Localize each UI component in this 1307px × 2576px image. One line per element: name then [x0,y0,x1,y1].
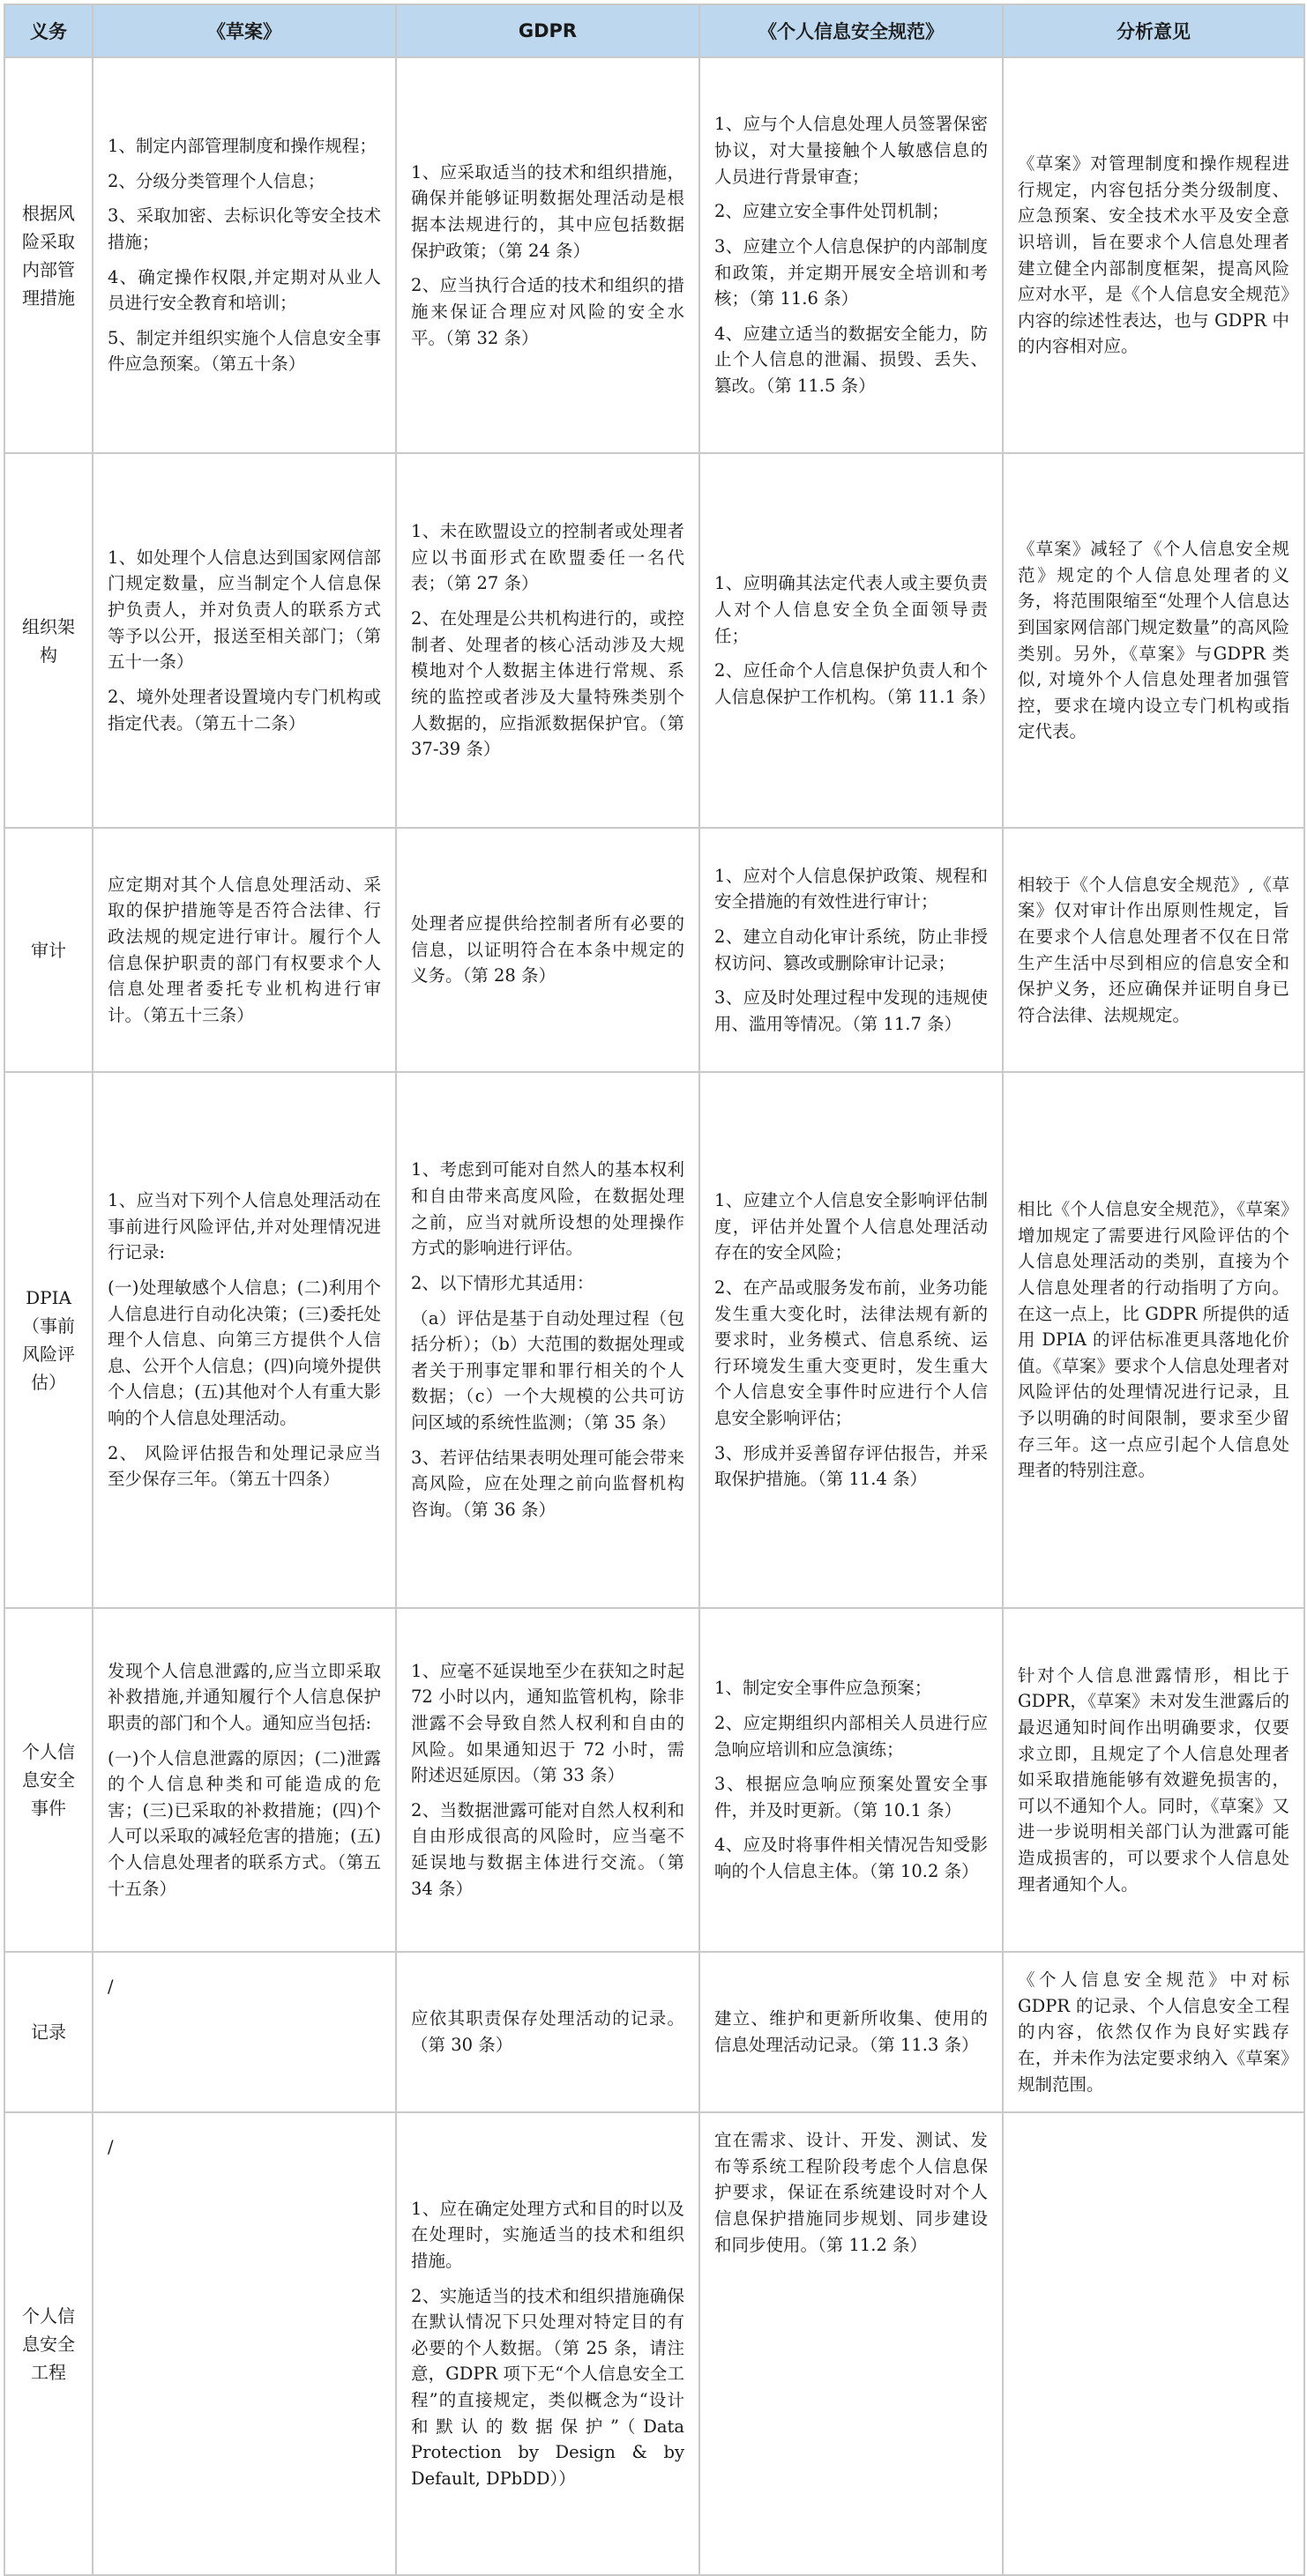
spec-paragraph: 宜在需求、设计、开发、测试、发布等系统工程阶段考虑个人信息保护要求，保证在系统建设时对个人信息保护措施同步规划、同步建设和同步使用。（第 11.2 条） [714,2130,988,2255]
gdpr-paragraph: 1、应在确定处理方式和目的时以及在处理时，实施适当的技术和组织措施。 [411,2198,684,2271]
gdpr-paragraph: 2、以下情形尤其适用： [411,1272,594,1293]
spec-cell [699,828,1003,1072]
obligation-cell [4,1952,93,2112]
gdpr-paragraph: （a）评估是基于自动处理过程（包括分析）；（b）大范围的数据处理或者关于刑事定罪和罪行相关的个人数据；（c）一个大规模的公共可访问区域的系统性监测；（第 35 条） [411,1307,684,1433]
draft-paragraph: 2、境外处理者设置境内专门机构或指定代表。（第五十二条） [108,686,381,733]
draft-cell [93,1608,396,1952]
analysis-paragraph: 针对个人信息泄露情形，相比于GDPR，《草案》未对发生泄露后的最迟通知时间作出明确要求，仅要求立即，且规定了个人信息处理者如采取措施能够有效避免损害的，可以不通知个人。同时，《草案》又进一步说明相关部门认为泄露可能造成损害的，可以要求个人信息处理者通知个人。 [1018,1664,1289,1895]
analysis-cell [1003,2112,1304,2575]
obligation-line: 内部管 [22,258,75,280]
draft-cell [93,1072,396,1608]
obligation-line: 审计 [31,939,66,961]
gdpr-paragraph: 2、应当执行合适的技术和组织的措施来保证合理应对风险的安全水平。（第 32 条） [411,275,684,348]
gdpr-paragraph: 3、若评估结果表明处理可能会带来高风险，应在处理之前向监督机构咨询。（第 36 条） [411,1447,684,1520]
obligation-line: 风险评 [22,1344,75,1365]
analysis-cell [1003,1952,1304,2112]
obligation-line: 估） [31,1372,66,1393]
table-row [4,57,1304,453]
spec-paragraph: 4、应建立适当的数据安全能力，防止个人信息的泄漏、损毁、丢失、篡改。（第 11.5 条） [714,323,988,396]
analysis-cell [1003,57,1304,453]
obligation-line: 险采取 [22,230,75,252]
obligation-line: 息安全 [22,1769,75,1791]
spec-paragraph: 3、根据应急响应预案处置安全事件，并及时更新。（第 10.1 条） [714,1774,988,1820]
analysis-cell [1003,1608,1304,1952]
draft-cell [93,453,396,828]
spec-paragraph: 1、应与个人信息处理人员签署保密协议，对大量接触个人敏感信息的人员进行背景审查； [714,114,988,187]
spec-cell [699,1608,1003,1952]
draft-paragraph: (一)处理敏感个人信息；(二)利用个人信息进行自动化决策；(三)委托处理个人信息、向第三方提供个人信息、公开个人信息；(四)向境外提供个人信息；(五)其他对个人有重大影响的个人信息处理活动。 [108,1277,381,1429]
draft-cell [93,1952,396,2112]
obligation-line: 个人信 [22,2304,75,2327]
draft-paragraph: / [108,1977,114,1997]
draft-cell [93,57,396,453]
spec-paragraph: 3、应及时处理过程中发现的违规使用、滥用等情况。（第 11.7 条） [714,987,988,1034]
draft-paragraph: 2、 风险评估报告和处理记录应当至少保存三年。（第五十四条） [108,1442,381,1490]
obligation-line: DPIA [26,1287,71,1308]
obligation-cell [4,1608,93,1952]
analysis-cell [1003,453,1304,828]
table-row [4,1608,1304,1952]
obligation-line: （事前 [22,1315,75,1336]
obligation-line: 工程 [31,2361,66,2383]
obligation-line: 理措施 [22,287,75,309]
header-gdpr: GDPR [396,4,699,57]
header-analysis: 分析意见 [1003,4,1304,57]
draft-paragraph: / [108,2137,114,2158]
spec-paragraph: 2、应定期组织内部相关人员进行应急响应培训和应急演练； [714,1712,988,1760]
spec-paragraph: 4、应及时将事件相关情况告知受影响的个人信息主体。（第 10.2 条） [714,1835,988,1882]
draft-paragraph: 1、应当对下列个人信息处理活动在事前进行风险评估,并对处理情况进行记录: [108,1190,381,1263]
draft-paragraph: 5、制定并组织实施个人信息安全事件应急预案。（第五十条） [108,327,381,375]
gdpr-paragraph: 2、在处理是公共机构进行的，或控制者、处理者的核心活动涉及大规模地对个人数据主体进行常规、系统的监控或者涉及大量特殊类别个人数据的，应指派数据保护官。（第 37-39 条） [411,608,684,760]
obligation-line: 记录 [31,2021,66,2044]
draft-paragraph: 2、分级分类管理个人信息； [108,170,325,191]
draft-paragraph: 应定期对其个人信息处理活动、采取的保护措施等是否符合法律、行政法规的规定进行审计。履行个人信息保护职责的部门有权要求个人信息处理者委托专业机构进行审计。（第五十三条） [108,874,381,1025]
draft-paragraph: (一)个人信息泄露的原因；(二)泄露的个人信息种类和可能造成的危害；(三)已采取的补救措施；(四)个人可以采取的减轻危害的措施；(五)个人信息处理者的联系方式。（第五十五条） [108,1747,381,1899]
analysis-paragraph: 《草案》减轻了《个人信息安全规范》规定的个人信息处理者的义务，将范围限缩至“处理个人信息达到国家网信部门规定数量”的高风险类别。另外，《草案》与GDPR 类似, 对境外个人信息处理者加强管控，要求在境内设立专门机构或指定代表。 [1018,539,1289,742]
table-row [4,1072,1304,1608]
gdpr-paragraph: 1、应毫不延误地至少在获知之时起 72 小时以内，通知监管机构，除非泄露不会导致自然人权利和自由的风险。如果通知迟于 72 小时，需附述迟延原因。（第 33 条） [411,1660,684,1786]
spec-paragraph: 2、应任命个人信息保护负责人和个人信息保护工作机构。（第 11.1 条） [714,660,997,707]
draft-cell [93,828,396,1072]
draft-cell [93,2112,396,2575]
gdpr-cell [396,1952,699,2112]
obligation-line: 个人信 [22,1741,75,1762]
spec-cell [699,453,1003,828]
header-obligation: 义务 [4,4,93,57]
obligation-line: 组织架 [22,615,75,637]
draft-paragraph: 4、确定操作权限,并定期对从业人员进行安全教育和培训； [108,266,381,314]
analysis-cell [1003,1072,1304,1608]
gdpr-paragraph: 处理者应提供给控制者所有必要的信息，以证明符合在本条中规定的义务。（第 28 条） [411,913,684,986]
spec-cell [699,2112,1003,2575]
gdpr-paragraph: 1、未在欧盟设立的控制者或处理者应以书面形式在欧盟委任一名代表；（第 27 条） [411,521,684,594]
spec-paragraph: 3、应建立个人信息保护的内部制度和政策，并定期开展安全培训和考核；（第 11.6 条） [714,235,988,309]
spec-paragraph: 1、制定安全事件应急预案； [714,1678,932,1699]
analysis-paragraph: 《草案》对管理制度和操作规程进行规定，内容包括分类分级制度、应急预案、安全技术水平及安全意识培训，旨在要求个人信息处理者建立健全内部制度框架，提高风险应对水平，是《个人信息安全规范》内容的综述性表达，也与 GDPR 中的内容相对应。 [1018,153,1289,357]
analysis-paragraph: 相比《个人信息安全规范》，《草案》增加规定了需要进行风险评估的个人信息处理活动的类别，直接为个人信息处理者的行动指明了方向。在这一点上，比 GDPR 所提供的适用 DPIA 的评估标准更具落地化价值。《草案》要求个人信息处理者对风险评估的处理情况进行记录，且予以明确的时间限制，要求至少留存三年。这一点应引起个人信息处理者的特别注意。 [1018,1199,1289,1481]
spec-paragraph: 2、建立自动化审计系统，防止非授权访问、篡改或删除审计记录； [714,926,988,973]
obligation-line: 根据风 [22,202,75,224]
gdpr-paragraph: 2、实施适当的技术和组织措施确保在默认情况下只处理对特定目的有必要的个人数据。（第 25 条，请注意，GDPR 项下无“个人信息安全工程”的直接规定，类似概念为“设计和默认的数据保护”（Data Protection by Design & by Default, DPbDD）） [411,2285,684,2489]
gdpr-cell [396,1072,699,1608]
gdpr-cell [396,1608,699,1952]
gdpr-cell [396,57,699,453]
draft-paragraph: 1、制定内部管理制度和操作规程； [108,136,377,156]
spec-cell [699,1072,1003,1608]
spec-paragraph: 2、应建立安全事件处罚机制； [714,201,949,222]
header-spec: 《个人信息安全规范》 [699,4,1003,57]
spec-paragraph: 1、应建立个人信息安全影响评估制度，评估并处置个人信息处理活动存在的安全风险； [714,1190,988,1263]
header-draft: 《草案》 [93,4,396,57]
spec-paragraph: 2、在产品或服务发布前，业务功能发生重大变化时，法律法规有新的要求时，业务模式、信息系统、运行环境发生重大变更时，发生重大个人信息安全事件时应进行个人信息安全影响评估； [714,1277,988,1429]
gdpr-paragraph: 1、应采取适当的技术和组织措施，确保并能够证明数据处理活动是根据本法规进行的，其中应包括数据保护政策；（第 24 条） [411,161,684,261]
table-row [4,453,1304,828]
obligation-cell [4,57,93,453]
draft-paragraph: 1、如处理个人信息达到国家网信部门规定数量，应当制定个人信息保护负责人，并对负责人的联系方式等予以公开，报送至相关部门；（第五十一条） [108,547,381,673]
spec-cell [699,1952,1003,2112]
comparison-table [4,4,1305,2576]
analysis-paragraph: 相较于《个人信息安全规范》,《草案》仅对审计作出原则性规定，旨在要求个人信息处理者不仅在日常生产生活中尽到相应的信息安全和保护义务，还应确保并证明自身已符合法律、法规规定。 [1018,874,1289,1025]
spec-paragraph: 1、应明确其法定代表人或主要负责人对个人信息安全负全面领导责任； [714,573,988,646]
draft-paragraph: 发现个人信息泄露的,应当立即采取补救措施,并通知履行个人信息保护职责的部门和个人。通知应当包括: [108,1660,381,1733]
analysis-cell [1003,828,1304,1072]
gdpr-cell [396,453,699,828]
header-row [4,4,1304,57]
table-row [4,2112,1304,2575]
table-row [4,1952,1304,2112]
obligation-cell [4,2112,93,2575]
gdpr-paragraph: 1、考虑到可能对自然人的基本权利和自由带来高度风险，在数据处理之前，应当对就所设想的处理操作方式的影响进行评估。 [411,1159,684,1259]
spec-paragraph: 建立、维护和更新所收集、使用的信息处理活动记录。（第 11.3 条） [714,2008,988,2056]
gdpr-cell [396,2112,699,2575]
gdpr-paragraph: 2、当数据泄露可能对自然人权利和自由形成很高的风险时，应当毫不延误地与数据主体进行交流。（第 34 条） [411,1799,684,1899]
spec-paragraph: 1、应对个人信息保护政策、规程和安全措施的有效性进行审计； [714,865,988,912]
obligation-line: 构 [40,644,57,666]
spec-paragraph: 3、形成并妥善留存评估报告，并采取保护措施。（第 11.4 条） [714,1442,988,1490]
obligation-cell [4,828,93,1072]
table-row [4,828,1304,1072]
spec-cell [699,57,1003,453]
draft-paragraph: 3、采取加密、去标识化等安全技术措施； [108,205,381,252]
obligation-cell [4,453,93,828]
obligation-cell [4,1072,93,1608]
gdpr-cell [396,828,699,1072]
obligation-line: 息安全 [22,2333,75,2355]
analysis-paragraph: 《个人信息安全规范》中对标GDPR 的记录、个人信息安全工程的内容，依然仅作为良好实践存在，并未作为法定要求纳入《草案》规制范围。 [1018,1969,1289,2095]
obligation-line: 事件 [31,1798,66,1819]
gdpr-paragraph: 应依其职责保存处理活动的记录。（第 30 条） [411,2008,684,2056]
